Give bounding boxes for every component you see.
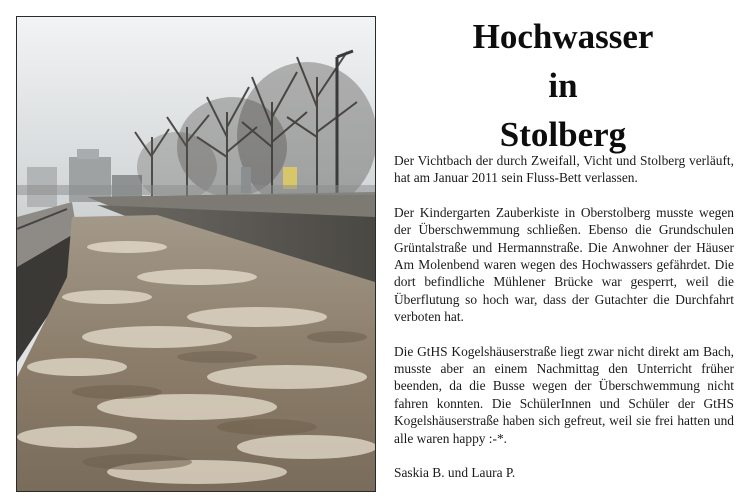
headline-line-1: Hochwasser [472,17,654,56]
article-paragraph: Der Kindergarten Zauberkiste in Oberstolberg musste wegen der Überschwemmung schließen. Ebenso die Grundschulen Grüntalstraße und Hermannstraße. Die Anwohner der Häuser Am Molenbend waren wegen des Hochwassers gefährdet. Die dort befindliche Mühlener Brücke war gesperrt, weil die Überflutung so hoch war, dass der Gutachter die Durchfahrt verboten hat. [394,204,734,325]
headline-line-3: Stolberg [499,115,627,154]
article-paragraph: Der Vichtbach der durch Zweifall, Vicht und Stolberg verläuft, hat am Januar 2011 sein Fluss-Bett verlassen. [394,153,734,186]
article-paragraph: Die GtHS Kogelshäuserstraße liegt zwar nicht direkt am Bach, musste aber an einem Nachmittag den Unterricht früher beenden, da die Busse wegen der Überschwemmung nicht fahren konnten. Die SchülerInnen und Schüler der GtHS Kogelshäuserstraße haben sich gefreut, weil sie frei hatten und alle waren happy :-*. [394,343,734,446]
headline-line-2: in [548,66,578,105]
headline [388,12,738,159]
article-body [394,152,734,499]
article-author: Saskia B. und Laura P. [394,465,516,481]
flood-photo [16,16,376,492]
